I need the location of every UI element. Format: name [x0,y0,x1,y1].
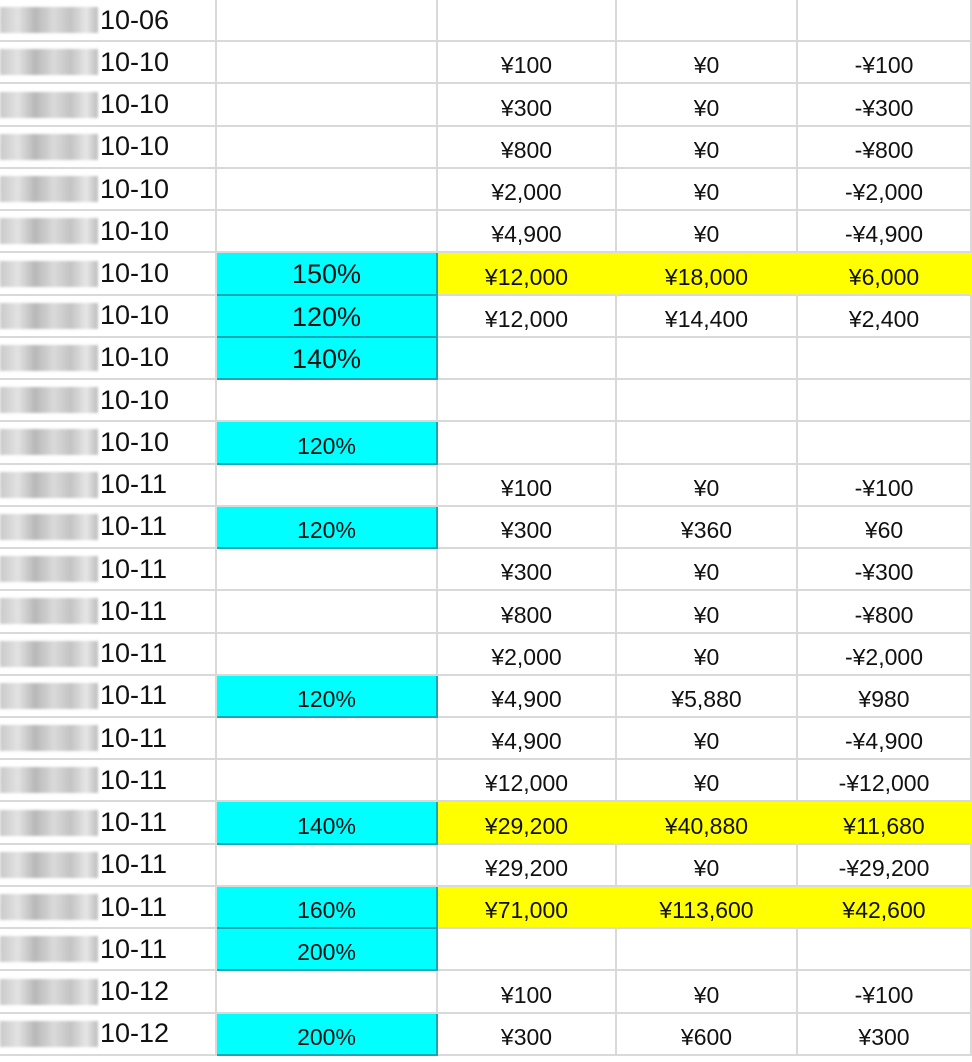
date-cell[interactable] [0,422,217,464]
profit-amount-cell[interactable]: ¥60 [798,507,972,549]
date-text: 10-06 [100,4,170,35]
payout-amount-cell[interactable]: ¥40,880 [617,802,798,844]
payout-amount-cell[interactable]: ¥0 [617,127,798,169]
redacted-year-blur [0,7,98,33]
rate-cell[interactable] [217,549,438,591]
redacted-year-blur [0,979,98,1005]
date-cell[interactable] [0,296,217,338]
rate-cell[interactable] [217,971,438,1013]
bet-amount-cell[interactable]: ¥100 [438,971,617,1013]
date-text: 10-10 [100,300,170,331]
redacted-year-blur [0,134,98,160]
date-text: 10-10 [100,258,170,289]
rate-cell[interactable] [217,0,438,42]
profit-amount-cell[interactable] [798,338,972,380]
payout-amount-cell[interactable]: ¥0 [617,845,798,887]
date-cell[interactable] [0,887,217,929]
rate-cell[interactable] [217,380,438,422]
rate-cell[interactable]: 160% [217,887,438,929]
redacted-year-blur [0,429,98,455]
profit-amount-cell[interactable]: -¥4,900 [798,211,972,253]
payout-amount-cell[interactable]: ¥0 [617,42,798,84]
redacted-year-blur [0,725,98,751]
redacted-year-blur [0,514,98,540]
date-cell[interactable] [0,634,217,676]
rate-cell[interactable]: 120% [217,507,438,549]
bet-amount-cell[interactable] [438,0,617,42]
bet-amount-cell[interactable]: ¥4,900 [438,211,617,253]
rate-cell[interactable] [217,211,438,253]
redacted-year-blur [0,345,98,371]
payout-amount-cell[interactable]: ¥0 [617,84,798,126]
date-cell[interactable] [0,591,217,633]
profit-amount-cell[interactable] [798,380,972,422]
bet-amount-cell[interactable]: ¥100 [438,42,617,84]
rate-cell[interactable] [217,465,438,507]
date-text: 10-12 [100,976,170,1006]
redacted-year-blur [0,261,98,287]
profit-amount-cell[interactable]: -¥100 [798,971,972,1013]
bet-amount-cell[interactable]: ¥4,900 [438,718,617,760]
redacted-year-blur [0,176,98,202]
redacted-year-blur [0,894,98,920]
profit-amount-cell[interactable]: -¥800 [798,591,972,633]
profit-amount-cell[interactable]: ¥42,600 [798,887,972,929]
profit-amount-cell[interactable] [798,929,972,971]
date-text: 10-10 [100,46,170,77]
date-cell[interactable] [0,549,217,591]
bet-amount-cell[interactable]: ¥29,200 [438,802,617,844]
payout-amount-cell[interactable] [617,380,798,422]
bet-amount-cell[interactable] [438,338,617,380]
date-cell[interactable] [0,338,217,380]
redacted-year-blur [0,852,98,878]
date-cell[interactable] [0,253,217,295]
profit-amount-cell[interactable] [798,422,972,464]
profit-amount-cell[interactable]: -¥29,200 [798,845,972,887]
redacted-year-blur [0,556,98,582]
bet-amount-cell[interactable]: ¥12,000 [438,760,617,802]
payout-amount-cell[interactable]: ¥360 [617,507,798,549]
redacted-year-blur [0,472,98,498]
bet-amount-cell[interactable] [438,929,617,971]
date-text: 10-11 [100,595,168,626]
bet-amount-cell[interactable]: ¥300 [438,1014,617,1056]
date-text: 10-10 [100,131,170,162]
date-cell[interactable] [0,760,217,802]
date-text: 10-10 [100,384,170,415]
date-cell[interactable] [0,1014,217,1056]
payout-amount-cell[interactable]: ¥18,000 [617,253,798,295]
bet-amount-cell[interactable]: ¥2,000 [438,634,617,676]
rate-cell[interactable]: 140% [217,802,438,844]
payout-amount-cell[interactable]: ¥0 [617,971,798,1013]
date-text: 10-11 [100,553,168,584]
rate-cell[interactable]: 120% [217,296,438,338]
redacted-year-blur [0,936,98,962]
profit-amount-cell[interactable]: -¥800 [798,127,972,169]
date-cell[interactable] [0,380,217,422]
profit-amount-cell[interactable]: -¥300 [798,84,972,126]
bet-amount-cell[interactable]: ¥300 [438,507,617,549]
profit-amount-cell[interactable] [798,0,972,42]
bet-amount-cell[interactable]: ¥4,900 [438,676,617,718]
date-cell[interactable] [0,169,217,211]
date-text: 10-10 [100,342,170,373]
bet-amount-cell[interactable]: ¥800 [438,591,617,633]
date-cell[interactable] [0,465,217,507]
date-text: 10-10 [100,173,170,204]
redacted-year-blur [0,683,98,709]
rate-cell[interactable] [217,591,438,633]
date-cell[interactable] [0,718,217,760]
redacted-year-blur [0,92,98,118]
profit-amount-cell[interactable]: -¥100 [798,465,972,507]
date-cell[interactable] [0,0,217,42]
redacted-year-blur [0,218,98,244]
bet-amount-cell[interactable] [438,380,617,422]
rate-cell[interactable] [217,84,438,126]
date-text: 10-12 [100,1018,170,1049]
date-text: 10-11 [100,891,168,922]
payout-amount-cell[interactable]: ¥0 [617,760,798,802]
bet-amount-cell[interactable]: ¥12,000 [438,253,617,295]
date-cell[interactable] [0,84,217,126]
date-text: 10-11 [100,764,168,795]
rate-cell[interactable] [217,127,438,169]
date-cell[interactable] [0,929,217,971]
date-cell[interactable] [0,211,217,253]
payout-amount-cell[interactable] [617,0,798,42]
redacted-year-blur [0,1021,98,1047]
rate-cell[interactable]: 140% [217,338,438,380]
date-cell[interactable] [0,507,217,549]
date-text: 10-11 [100,807,168,838]
payout-amount-cell[interactable]: ¥0 [617,169,798,211]
date-text: 10-10 [100,89,170,120]
rate-cell[interactable] [217,42,438,84]
date-text: 10-11 [100,638,168,669]
profit-amount-cell[interactable]: ¥300 [798,1014,972,1056]
bet-amount-cell[interactable]: ¥300 [438,549,617,591]
payout-amount-cell[interactable] [617,422,798,464]
profit-amount-cell[interactable]: ¥6,000 [798,253,972,295]
date-cell[interactable] [0,971,217,1013]
date-cell[interactable] [0,42,217,84]
rate-cell[interactable] [217,718,438,760]
profit-amount-cell[interactable]: ¥980 [798,676,972,718]
payout-amount-cell[interactable]: ¥600 [617,1014,798,1056]
rate-cell[interactable] [217,760,438,802]
date-text: 10-10 [100,426,170,457]
payout-amount-cell[interactable]: ¥0 [617,634,798,676]
redacted-year-blur [0,598,98,624]
payout-amount-cell[interactable]: ¥0 [617,718,798,760]
payout-amount-cell[interactable] [617,338,798,380]
date-cell[interactable] [0,802,217,844]
date-cell[interactable] [0,676,217,718]
date-text: 10-11 [100,469,168,500]
date-text: 10-11 [100,680,168,711]
profit-amount-cell[interactable]: ¥11,680 [798,802,972,844]
bet-amount-cell[interactable]: ¥100 [438,465,617,507]
bet-amount-cell[interactable] [438,422,617,464]
redacted-year-blur [0,49,98,75]
date-text: 10-11 [100,933,168,964]
rate-cell[interactable]: 120% [217,676,438,718]
payout-amount-cell[interactable]: ¥5,880 [617,676,798,718]
redacted-year-blur [0,641,98,667]
payout-amount-cell[interactable]: ¥0 [617,211,798,253]
profit-amount-cell[interactable]: -¥300 [798,549,972,591]
date-text: 10-11 [100,849,168,880]
profit-amount-cell[interactable]: -¥2,000 [798,634,972,676]
rate-cell[interactable]: 200% [217,929,438,971]
profit-amount-cell[interactable]: ¥2,400 [798,296,972,338]
rate-cell[interactable]: 200% [217,1014,438,1056]
bet-amount-cell[interactable]: ¥71,000 [438,887,617,929]
bet-amount-cell[interactable]: ¥300 [438,84,617,126]
profit-amount-cell[interactable]: -¥100 [798,42,972,84]
rate-cell[interactable] [217,634,438,676]
rate-cell[interactable]: 150% [217,253,438,295]
date-cell[interactable] [0,127,217,169]
bet-amount-cell[interactable]: ¥29,200 [438,845,617,887]
payout-amount-cell[interactable] [617,929,798,971]
redacted-year-blur [0,303,98,329]
rate-cell[interactable] [217,169,438,211]
redacted-year-blur [0,810,98,836]
date-text: 10-11 [100,511,168,542]
profit-amount-cell[interactable]: -¥2,000 [798,169,972,211]
bet-amount-cell[interactable]: ¥2,000 [438,169,617,211]
payout-amount-cell[interactable]: ¥0 [617,591,798,633]
redacted-year-blur [0,387,98,413]
rate-cell[interactable]: 120% [217,422,438,464]
rate-cell[interactable] [217,845,438,887]
payout-amount-cell[interactable]: ¥14,400 [617,296,798,338]
profit-amount-cell[interactable]: -¥4,900 [798,718,972,760]
redacted-year-blur [0,767,98,793]
bet-amount-cell[interactable]: ¥800 [438,127,617,169]
date-cell[interactable] [0,845,217,887]
payout-amount-cell[interactable]: ¥113,600 [617,887,798,929]
payout-amount-cell[interactable]: ¥0 [617,465,798,507]
bet-amount-cell[interactable]: ¥12,000 [438,296,617,338]
date-text: 10-10 [100,215,170,246]
profit-amount-cell[interactable]: -¥12,000 [798,760,972,802]
payout-amount-cell[interactable]: ¥0 [617,549,798,591]
date-text: 10-11 [100,722,168,753]
